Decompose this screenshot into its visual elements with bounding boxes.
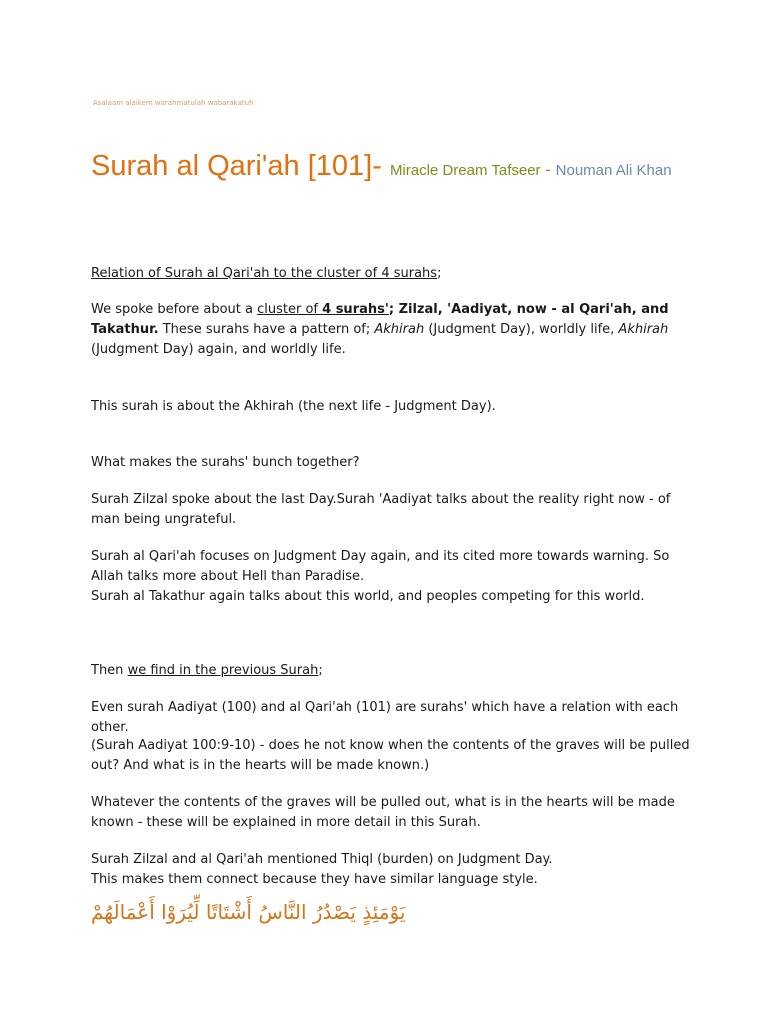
title-dash: -	[372, 150, 390, 182]
p1-surah-list: ; Zilzal, 'Aadiyat, now - al Qari'ah, and Takathur.	[91, 302, 669, 337]
paragraph-cluster	[91, 300, 691, 360]
p1-four-surahs: 4 surahs'	[322, 302, 389, 317]
page-title	[91, 150, 672, 183]
relation-heading	[91, 264, 691, 284]
title-dash-2: -	[540, 160, 556, 179]
p1-text-d: (Judgment Day), worldly life,	[424, 322, 619, 337]
paragraph-akhirah: This surah is about the Akhirah (the next life - Judgment Day).	[91, 399, 496, 414]
p1-akhirah-1: Akhirah	[374, 322, 425, 337]
p10-line-b: This makes them connect because they have similar language style.	[91, 872, 538, 887]
p1-text-a: We spoke before about a	[91, 302, 258, 317]
relation-heading-text: Relation of Surah al Qari'ah to the cluster of 4 surahs	[91, 266, 438, 281]
paragraph-relation: Even surah Aadiyat (100) and al Qari'ah (101) are surahs' which have a relation with each other.	[91, 700, 679, 735]
paragraph-thiql	[91, 850, 691, 890]
p6-underlined: we find in the previous Surah	[127, 663, 319, 678]
p5-line-a: Surah al Qari'ah focuses on Judgment Day again, and its cited more towards warning. So Allah talks more about Hell than Paradise.	[91, 549, 670, 584]
p1-text-e: (Judgment Day) again, and worldly life.	[91, 342, 346, 357]
title-series: Miracle Dream Tafseer	[389, 162, 541, 179]
paragraph-aadiyat-quote: (Surah Aadiyat 100:9-10) - does he not know when the contents of the graves will be pulled out? And what is in the hearts will be made known.)	[91, 738, 690, 773]
p5-line-b: Surah al Takathur again talks about this world, and peoples competing for this world.	[91, 589, 645, 604]
paragraph-qariah-focus	[91, 547, 691, 607]
paragraph-zilzal: Surah Zilzal spoke about the last Day.Surah 'Aadiyat talks about the reality right now - of man being ungrateful.	[91, 492, 671, 527]
p6-text-a: Then	[91, 663, 128, 678]
p1-text-c: These surahs have a pattern of;	[158, 322, 375, 337]
p1-akhirah-2: Akhirah	[618, 322, 669, 337]
greeting-text: Asalaam alaikem warahmatulah wabarakatuh	[93, 99, 254, 107]
paragraph-previous-surah	[91, 661, 691, 681]
p6-text-b: ;	[318, 663, 323, 678]
title-surah-number: [101]	[299, 150, 373, 182]
paragraph-question: What makes the surahs' bunch together?	[91, 455, 360, 470]
relation-heading-semicolon: ;	[437, 266, 442, 281]
title-author: Nouman Ali Khan	[555, 162, 672, 179]
p10-line-a: Surah Zilzal and al Qari'ah mentioned Thiql (burden) on Judgment Day.	[91, 852, 553, 867]
arabic-verse: يَوْمَئِذٍ يَصْدُرُ النَّاسُ أَشْتَاتًا لِّيُرَوْا أَعْمَالَهُمْ	[91, 900, 406, 924]
paragraph-graves: Whatever the contents of the graves will be pulled out, what is in the hearts will be made known - these will be explained in more detail in this Surah.	[91, 795, 675, 830]
p1-cluster-link: cluster of	[257, 302, 323, 317]
title-surah-name: Surah al Qari'ah	[91, 150, 300, 182]
